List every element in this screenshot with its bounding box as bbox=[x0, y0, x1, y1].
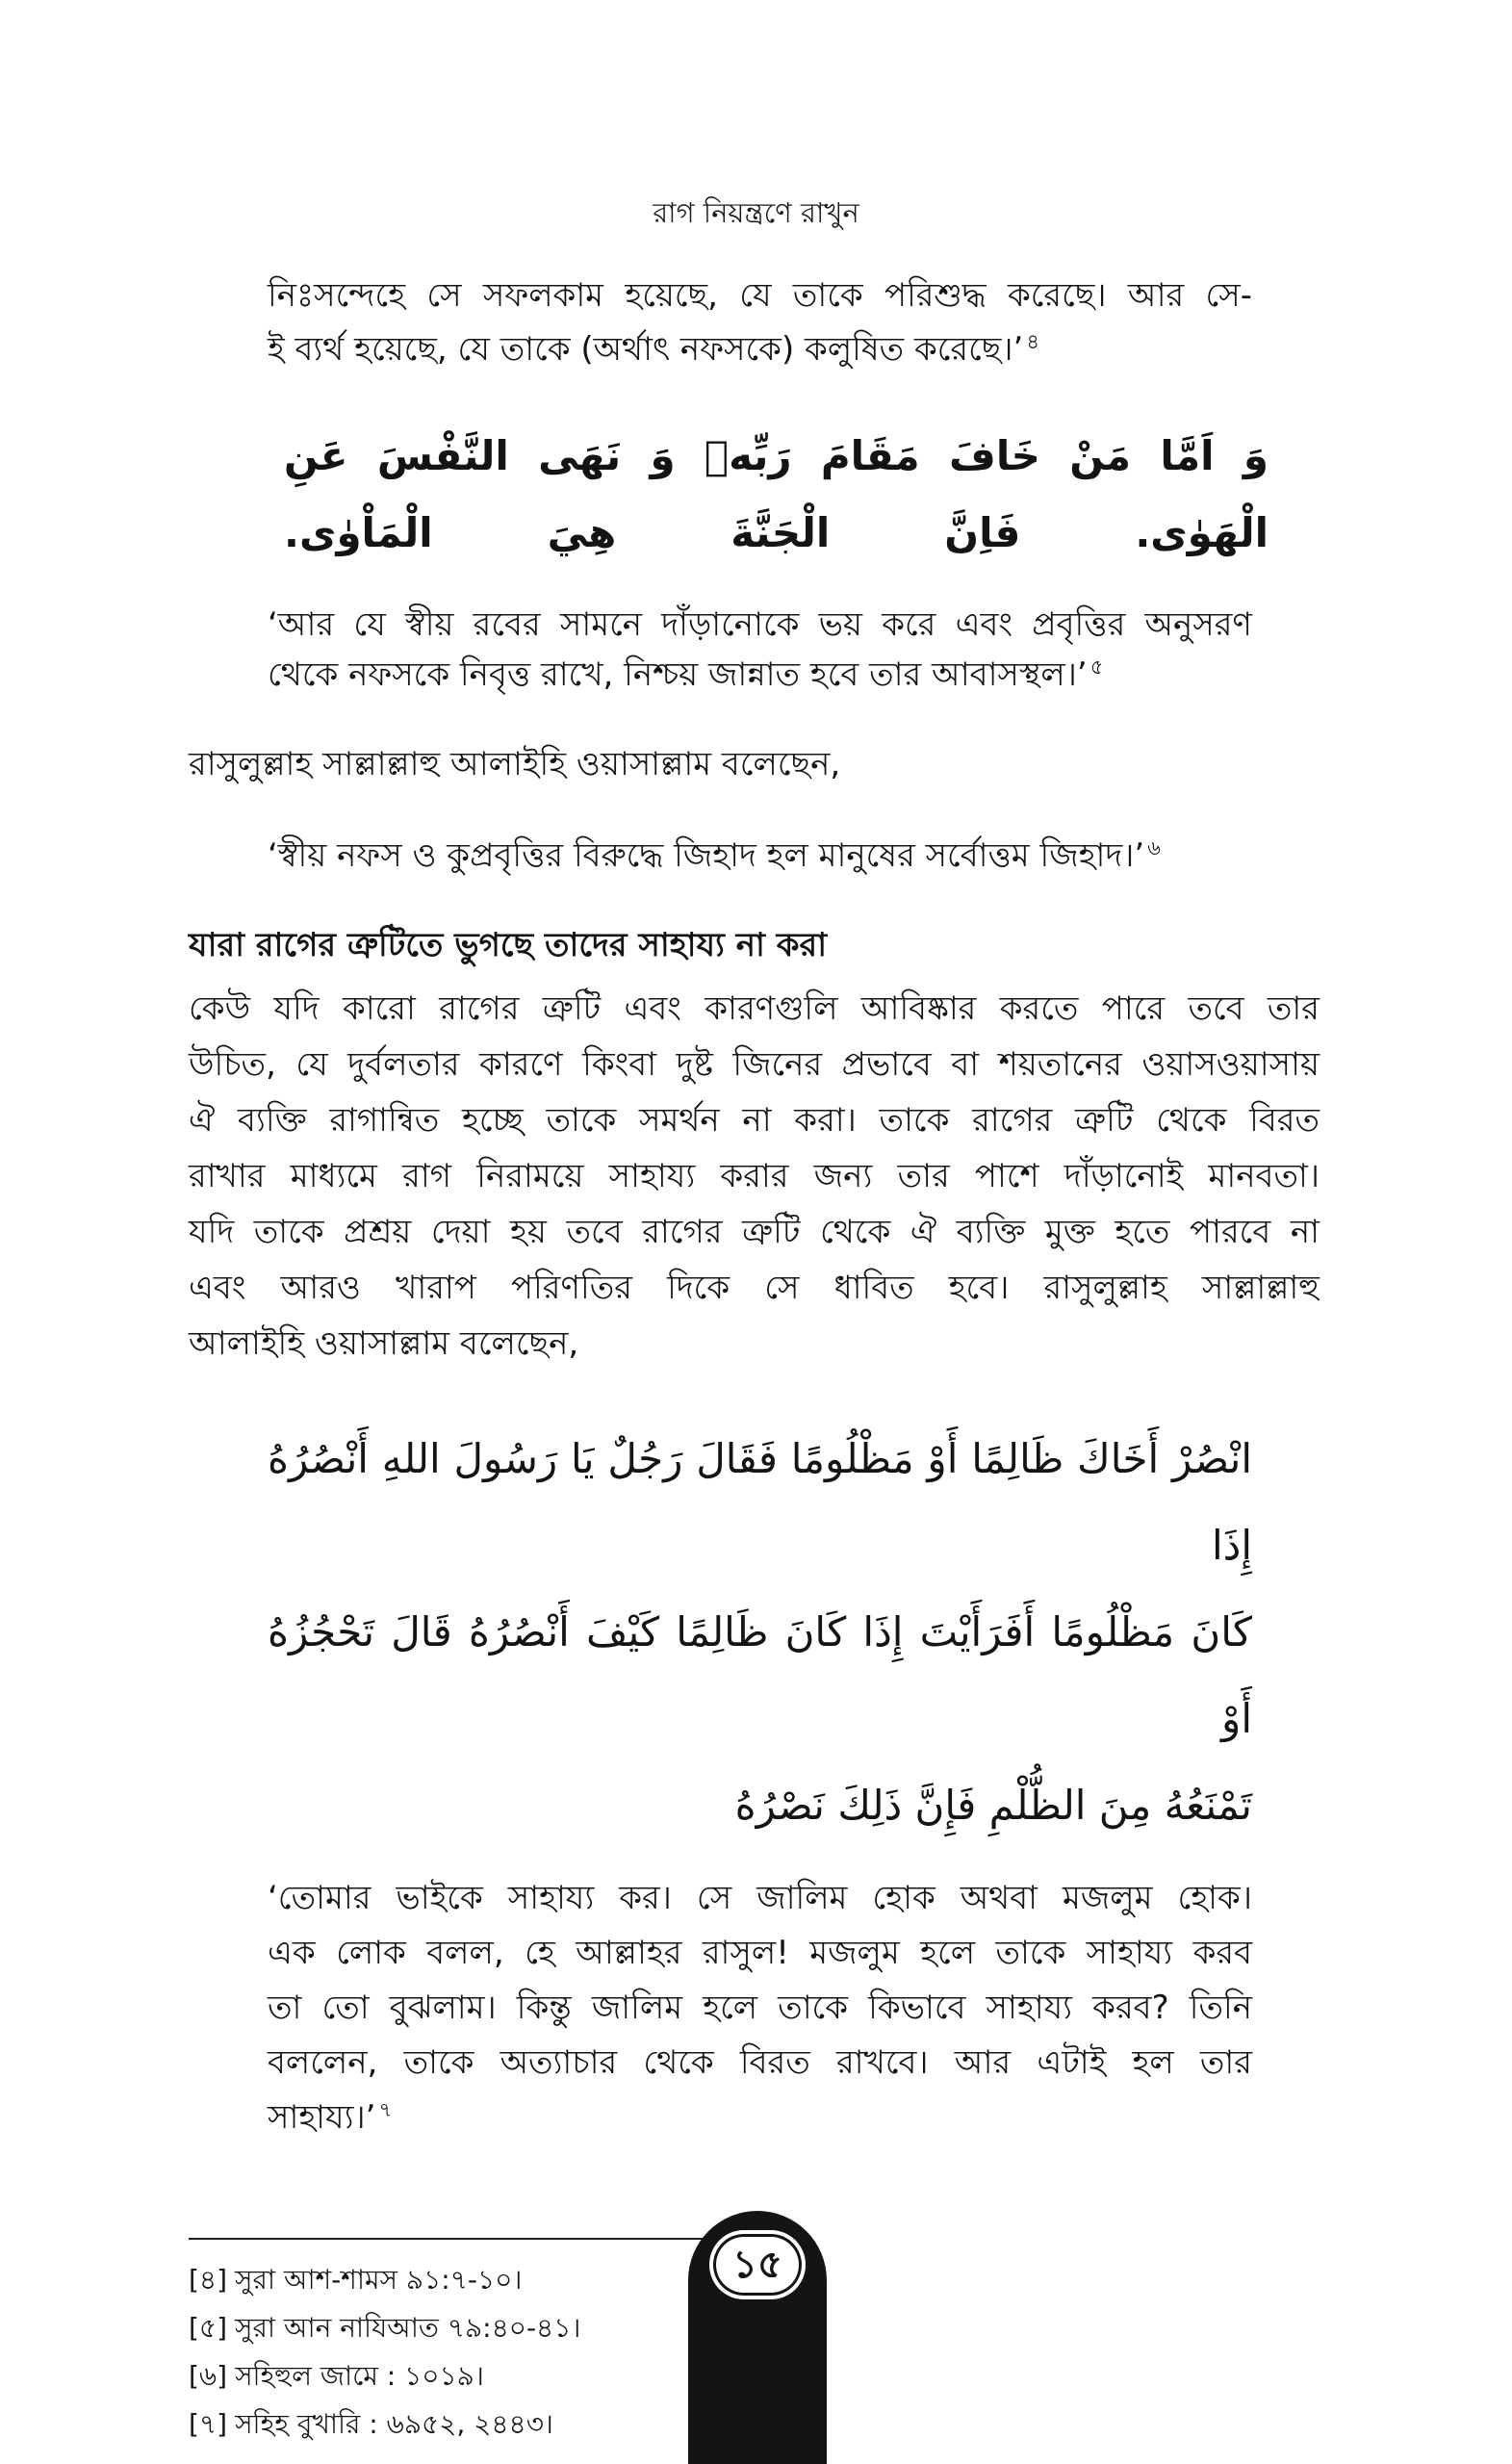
page-body bbox=[189, 269, 1320, 2449]
arabic-hadith bbox=[268, 1416, 1252, 1849]
translation-line: বললেন, তাকে অত্যাচার থেকে বিরত রাখবে। আর এটাই হল তার bbox=[268, 2043, 1252, 2082]
quote-line-text: থেকে নফসকে নিবৃত্ত রাখে, নিশ্চয় জান্নাত হবে তার আবাসস্থল।’ bbox=[268, 655, 1088, 694]
footnote-marker: [৫] bbox=[189, 2312, 228, 2344]
footnote-text: সহিহুল জামে : ১০১৯। bbox=[235, 2360, 484, 2392]
footnote-text: সুরা আন নাযিআত ৭৯:৪০-৪১। bbox=[235, 2312, 581, 2344]
body-line: কেউ যদি কারো রাগের ত্রুটি এবং কারণগুলি আবিষ্কার করতে পারে তবে তার bbox=[189, 989, 1320, 1028]
footnote-ref: ৭ bbox=[378, 2097, 393, 2121]
body-line: এবং আরও খারাপ পরিণতির দিকে সে ধাবিত হবে। রাসুলুল্লাহ সাল্লাল্লাহু bbox=[189, 1269, 1320, 1307]
footnote-divider bbox=[189, 2238, 758, 2240]
quote-line: ‘আর যে স্বীয় রবের সামনে দাঁড়ানোকে ভয় করে এবং প্রবৃত্তির অনুসরণ bbox=[268, 605, 1252, 644]
arabic-hadith-line: تَمْنَعُهُ مِنَ الظُّلْمِ فَإِنَّ ذَلِكَ نَصْرُهُ bbox=[734, 1782, 1252, 1829]
footnote-ref: ৬ bbox=[1147, 835, 1161, 860]
quote-line bbox=[268, 650, 1252, 700]
arabic-hadith-line: انْصُرْ أَخَاكَ ظَالِمًا أَوْ مَظْلُومًا فَقَالَ رَجُلٌ يَا رَسُولَ اللهِ أَنْصُرُهُ إِذَا bbox=[268, 1435, 1252, 1569]
quote-line: নিঃসন্দেহে সে সফলকাম হয়েছে, যে তাকে পরিশুদ্ধ করেছে। আর সে- bbox=[268, 276, 1252, 315]
quote-line-text: ই ব্যর্থ হয়েছে, যে তাকে (অর্থাৎ নফসকে) কলুষিত করেছে।’ bbox=[268, 330, 1024, 369]
footnote-marker: [৪] bbox=[189, 2264, 228, 2296]
quote-hadith-1 bbox=[268, 829, 1252, 883]
translation-line bbox=[268, 2091, 1252, 2145]
quote-verse-translation-1 bbox=[268, 269, 1252, 376]
footnote-ref: ৫ bbox=[1089, 654, 1104, 679]
arabic-verse: وَ اَمَّا مَنْ خَافَ مَقَامَ رَبِّهٖ وَ نَهَى النَّفْسَ عَنِ الْهَوٰى. فَاِنَّ الْجَنَّةَ هِيَ الْمَاْوٰى. bbox=[284, 432, 1269, 556]
running-header: রাগ নিয়ন্ত্রণে রাখুন bbox=[653, 196, 859, 229]
quote-verse-translation-2 bbox=[268, 600, 1252, 700]
body-line: আলাইহি ওয়াসাল্লাম বলেছেন, bbox=[189, 1324, 579, 1363]
quote-line bbox=[268, 829, 1252, 883]
translation-line: ‘তোমার ভাইকে সাহায্য কর। সে জালিম হোক অথবা মজলুম হোক। bbox=[268, 1879, 1252, 1917]
footnote-marker: [৭] bbox=[189, 2408, 228, 2440]
footnote-text: সুরা আশ-শামস ৯১:৭-১০। bbox=[235, 2264, 523, 2296]
body-line: উচিত, যে দুর্বলতার কারণে কিংবা দুষ্ট জিনের প্রভাবে বা শয়তানের ওয়াসওয়াসায় bbox=[189, 1045, 1320, 1084]
translation-line-text: সাহায্য।’ bbox=[268, 2098, 376, 2137]
translation-line: তা তো বুঝলাম। কিন্তু জালিম হলে তাকে কিভাবে সাহায্য করব? তিনি bbox=[268, 1989, 1252, 2027]
body-line: যদি তাকে প্রশ্রয় দেয়া হয় তবে রাগের ত্রুটি থেকে ঐ ব্যক্তি মুক্ত হতে পারবে না bbox=[189, 1213, 1320, 1251]
footnote-marker: [৬] bbox=[189, 2360, 228, 2392]
quote-line bbox=[268, 322, 1252, 376]
intro-line: রাসুলুল্লাহ সাল্লাল্লাহু আলাইহি ওয়াসাল্লাম বলেছেন, bbox=[189, 745, 841, 783]
page-number-tab bbox=[688, 2211, 827, 2464]
footnote-text: সহিহ বুখারি : ৬৯৫২, ২৪৪৩। bbox=[235, 2408, 553, 2440]
body-paragraph bbox=[189, 981, 1320, 1372]
translation-line: এক লোক বলল, হে আল্লাহর রাসুল! মজলুম হলে তাকে সাহায্য করব bbox=[268, 1934, 1252, 1972]
footnote-ref: ৪ bbox=[1026, 329, 1039, 353]
hadith-translation bbox=[268, 1871, 1252, 2145]
body-line: ঐ ব্যক্তি রাগান্বিত হচ্ছে তাকে সমর্থন না করা। তাকে রাগের ত্রুটি থেকে বিরত bbox=[189, 1101, 1320, 1140]
page-number: ১৫ bbox=[709, 2230, 806, 2299]
arabic-hadith-line: كَانَ مَظْلُومًا أَفَرَأَيْتَ إِذَا كَانَ ظَالِمًا كَيْفَ أَنْصُرُهُ قَالَ تَحْجُزُهُ أَوْ bbox=[268, 1608, 1252, 1742]
section-heading: যারা রাগের ত্রুটিতে ভুগছে তাদের সাহায্য না করা bbox=[189, 926, 828, 964]
body-line: রাখার মাধ্যমে রাগ নিরাময়ে সাহায্য করার জন্য তার পাশে দাঁড়ানোই মানবতা। bbox=[189, 1157, 1320, 1195]
quote-line-text: ‘স্বীয় নফস ও কুপ্রবৃত্তির বিরুদ্ধে জিহাদ হল মানুষের সর্বোত্তম জিহাদ।’ bbox=[268, 836, 1145, 875]
